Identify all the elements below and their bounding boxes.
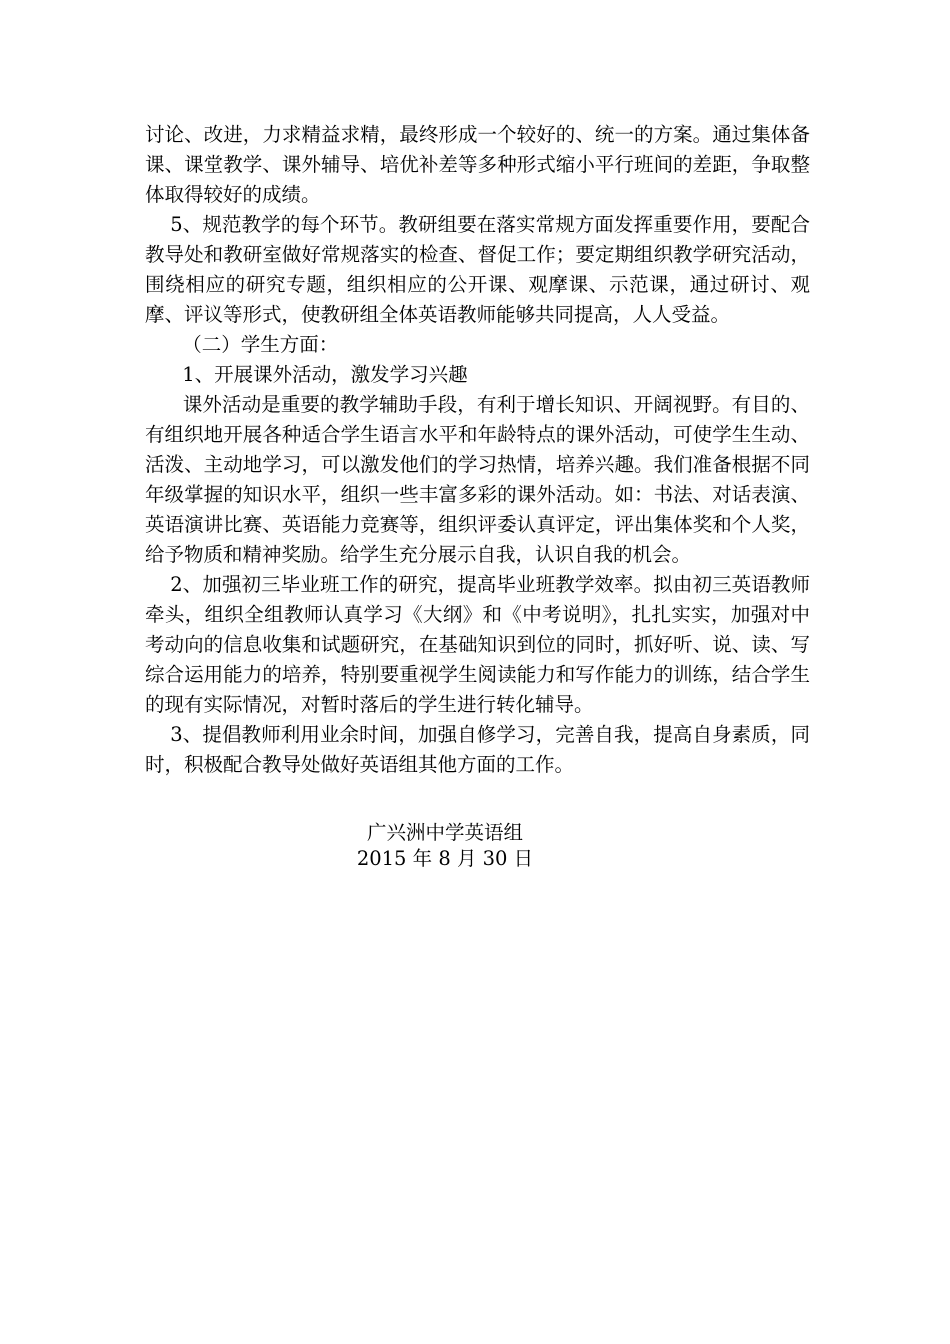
section-heading-students: （二）学生方面： (145, 333, 339, 356)
subheading-item-1: 1、开展课外活动，激发学习兴趣 (145, 363, 468, 386)
paragraph-item-5: 5、规范教学的每个环节。教研组要在落实常规方面发挥重要作用，要配合教导处和教研室做好常规落实的检查、督促工作；要定期组织教学研究活动，围绕相应的研究专题，组织相应的公开课、观摩课、示范课，通过研讨、观摩、评议等形式，使教研组全体英语教师能够共同提高，人人受益。 (145, 213, 810, 326)
signature-block (300, 820, 590, 872)
paragraph-continuation: 讨论、改进，力求精益求精，最终形成一个较好的、统一的方案。通过集体备课、课堂教学、课外辅导、培优补差等多种形式缩小平行班间的差距，争取整体取得较好的成绩。 (145, 123, 810, 206)
signature-date: 2015 年 8 月 30 日 (356, 847, 534, 870)
paragraph-item-3: 3、提倡教师利用业余时间，加强自修学习，完善自我，提高自身素质，同时，积极配合教导处做好英语组其他方面的工作。 (145, 723, 810, 776)
paragraph-extracurricular: 课外活动是重要的教学辅助手段，有利于增长知识、开阔视野。有目的、有组织地开展各种适合学生语言水平和年龄特点的课外活动，可使学生生动、活泼、主动地学习，可以激发他们的学习热情，培养兴趣。我们准备根据不同年级掌握的知识水平，组织一些丰富多彩的课外活动。如：书法、对话表演、英语演讲比赛、英语能力竞赛等，组织评委认真评定，评出集体奖和个人奖，给予物质和精神奖励。给学生充分展示自我，认识自我的机会。 (145, 393, 810, 566)
signature-organization: 广兴洲中学英语组 (366, 821, 523, 844)
paragraph-item-2: 2、加强初三毕业班工作的研究，提高毕业班教学效率。拟由初三英语教师牵头，组织全组教师认真学习《大纲》和《中考说明》，扎扎实实，加强对中考动向的信息收集和试题研究，在基础知识到位的同时，抓好听、说、读、写综合运用能力的培养，特别要重视学生阅读能力和写作能力的训练，结合学生的现有实际情况，对暂时落后的学生进行转化辅导。 (145, 573, 810, 716)
document-body (145, 120, 810, 780)
